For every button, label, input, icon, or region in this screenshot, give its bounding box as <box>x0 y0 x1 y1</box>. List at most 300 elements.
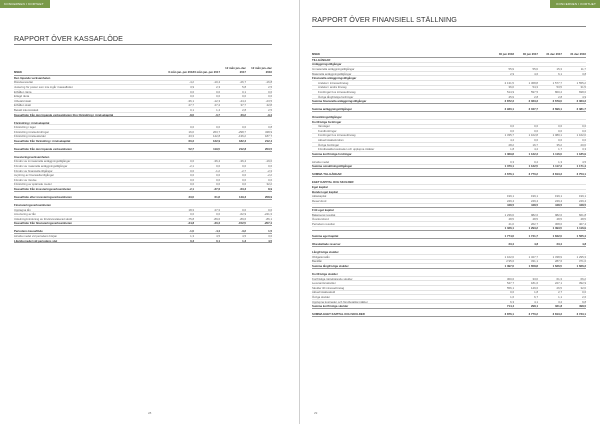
row-label: Leverantörsskulder <box>312 281 336 286</box>
cell-value: 0,0 <box>216 173 220 178</box>
row-label: Erhållen skatt <box>14 103 31 108</box>
cell-value: 0,0 <box>242 173 246 178</box>
cell-value: -241,3 <box>264 212 272 217</box>
cell-value: 1 327,7 <box>528 254 538 259</box>
row-label: Förändring rörelseskulder <box>14 134 46 139</box>
cell-value: 2 381,7 <box>576 107 586 112</box>
row-label: Utbetald skatt <box>14 98 32 103</box>
cell-value: 5,8 <box>242 84 246 89</box>
cell-value: 0,0 <box>534 128 538 133</box>
row-label: Aktuell skatteskuld <box>312 290 336 295</box>
cell-value: 1 393,5 <box>552 226 562 231</box>
cell-value: 3 813,3 <box>552 172 562 177</box>
cell-value: 514,9 <box>507 89 514 94</box>
cell-value: 36,0 <box>508 85 514 90</box>
cell-value: 1 116,9 <box>576 226 586 231</box>
cell-value: 28,2 <box>508 142 514 147</box>
row-label: SUMMA TILLGÅNGAR <box>312 172 342 177</box>
cell-value: 407,4 <box>579 221 586 226</box>
cell-value: 308,0 <box>555 221 562 226</box>
cell-value: 287,6 <box>555 259 562 264</box>
cell-value: 27,7 <box>188 103 194 108</box>
row-label: Summa kortfristiga skulder <box>312 304 349 309</box>
cell-value: 208,9 <box>265 195 272 200</box>
row-label: Kortfristiga fordringar <box>312 119 342 124</box>
row-label: Summa eget kapital <box>312 234 339 239</box>
row-label: Förvärv av finansiella tillgångar <box>14 168 53 173</box>
cell-value: 33,6 <box>188 195 194 200</box>
cell-value: 32,6 <box>580 285 586 290</box>
cell-value: 800,2 <box>555 89 562 94</box>
row-label: Förvärv av materiella anläggningstillgångar <box>14 164 68 169</box>
header-period-1: 6 mån jan–jun 2018 <box>168 69 194 74</box>
cell-value: 3 770,2 <box>528 312 538 317</box>
cell-value: -152,5 <box>238 221 246 226</box>
cell-value: 661,8 <box>579 212 586 217</box>
cell-value: -89,6 <box>213 216 220 221</box>
cell-value: 149,0 <box>531 285 538 290</box>
cell-value: 53,5 <box>556 85 562 90</box>
cell-value: 15,3 <box>556 66 562 71</box>
section-tab: KONCERNEN I KORTHET <box>550 0 600 8</box>
cell-value: 199,1 <box>507 194 514 199</box>
cell-value: 2 023,3 <box>528 99 538 104</box>
cell-value: 0,3 <box>510 159 514 164</box>
cell-value: 3,9 <box>190 84 194 89</box>
cell-value: 0,0 <box>268 177 272 182</box>
cell-value: 18,3 <box>188 207 194 212</box>
cell-value: -1,2 <box>215 168 220 173</box>
cell-value: 249,4 <box>579 198 586 203</box>
cell-value: 45,9 <box>508 94 514 99</box>
cell-value: 2 131,5 <box>504 80 514 85</box>
row-label: Förvärv av rörelse <box>14 177 37 182</box>
cell-value: 0,0 <box>216 94 220 99</box>
cell-value: 0,0 <box>216 125 220 130</box>
cell-value: -36,1 <box>187 98 194 103</box>
cell-value: 52,7 <box>188 146 194 151</box>
row-label: Den löpande verksamheten <box>14 75 51 80</box>
cell-value: 4,5 <box>582 159 586 164</box>
cell-value: 4,8 <box>582 242 586 247</box>
cell-value: 1,5 <box>268 229 272 234</box>
row-label: Kortfristiga räntebärande skulder <box>312 276 353 281</box>
cell-value: -23,5 <box>265 98 272 103</box>
cell-value: 0,0 <box>242 94 246 99</box>
cell-value: 66,2 <box>580 276 586 281</box>
row-label: Upptagna lån <box>14 207 31 212</box>
cell-value: -207,4 <box>264 221 272 226</box>
cell-value: 9,8 <box>582 299 586 304</box>
cell-value: 2,5 <box>268 84 272 89</box>
row-label: Övriga skulder <box>312 295 331 300</box>
cell-value: -63,3 <box>239 187 246 192</box>
row-label: Kassaflöde från den löpande verksamheten före förändring i rörelsekapital <box>14 112 114 117</box>
cell-value: 119,5 <box>213 146 220 151</box>
cell-value: 1 122,3 <box>528 151 538 156</box>
cell-value: 0,0 <box>190 173 194 178</box>
cell-value: 37,7 <box>240 103 246 108</box>
cell-value: 4,9 <box>582 94 586 99</box>
row-label: EGET KAPITAL OCH SKULDER <box>312 180 354 185</box>
cell-value: 1 626,5 <box>552 264 562 269</box>
cell-value: 227,1 <box>555 281 562 286</box>
cell-value: 0,0 <box>268 164 272 169</box>
cell-value: 1,6 <box>510 295 514 300</box>
cell-value: 371,0 <box>579 259 586 264</box>
table-header <box>312 42 586 58</box>
cell-value: 1,3 <box>190 233 194 238</box>
cell-value: 23,4 <box>508 242 514 247</box>
cell-value: 0,0 <box>268 207 272 212</box>
cell-value: 1 397,6 <box>504 264 514 269</box>
cell-value: 2 95,0 <box>506 259 514 264</box>
row-label: Fritt eget kapital <box>312 207 334 212</box>
cell-value: 142,8 <box>213 134 220 139</box>
row-label: Upplupna kostnader och förutbetalda intäkter <box>312 299 368 304</box>
cell-value: -3,2 <box>241 229 246 234</box>
cell-value: 1 565,4 <box>576 234 586 239</box>
cell-value: -19,0 <box>265 159 272 164</box>
cell-value: 8,9 <box>268 187 272 192</box>
balance-sheet-table <box>312 42 586 317</box>
cell-value: 26,5 <box>556 285 562 290</box>
row-label: Långfristiga skulder <box>312 250 339 255</box>
header-period-1: 30 jun 2018 <box>498 51 514 56</box>
cell-value: 1 369,8 <box>504 151 514 156</box>
cell-value: 1,8 <box>534 290 538 295</box>
row-label: Immateriella anläggningstillgångar <box>312 66 355 71</box>
page-number: 28 <box>148 411 152 415</box>
cell-value: -2,1 <box>189 187 194 192</box>
cell-value: 0,0 <box>242 164 246 169</box>
cell-value: 1 658,8 <box>528 264 538 269</box>
cell-value: 1 236,6 <box>504 212 514 217</box>
cell-value: -30,2 <box>213 221 220 226</box>
cell-value: 1 666,3 <box>576 264 586 269</box>
row-label: Kassaflöde från förändring i rörelsekapital <box>14 138 71 143</box>
cell-value: 0,0 <box>558 138 562 143</box>
cell-value: 199,1 <box>579 194 586 199</box>
row-label: Kassaflöde från den löpande verksamheten <box>14 146 72 151</box>
cell-value: 1 774,6 <box>504 234 514 239</box>
cell-value: 199,1 <box>555 194 562 199</box>
cell-value: 4,5 <box>242 233 246 238</box>
row-label: Likvida medel vid periodens slut <box>14 238 58 243</box>
row-label: Kundfordringar <box>318 128 337 133</box>
cell-value: 6,3 <box>510 299 514 304</box>
cell-value: 0,0 <box>510 128 514 133</box>
cell-value: 0,3 <box>190 238 194 243</box>
cell-value: 547,7 <box>507 281 514 286</box>
cell-value: 212,4 <box>265 138 272 143</box>
row-label: Förändring i rörelsekapital <box>14 120 50 125</box>
cell-value: 448,5 <box>531 203 538 208</box>
cell-value: 3 876,1 <box>504 312 514 317</box>
cell-value: 1 326,1 <box>504 226 514 231</box>
cell-value: 0,1 <box>216 238 220 243</box>
header-unit-label: MSEK <box>14 70 23 74</box>
cell-value: 2,8 <box>242 107 246 112</box>
cell-value: 1 368,8 <box>528 80 538 85</box>
page-title: RAPPORT ÖVER FINANSIELL STÄLLNING <box>312 15 457 24</box>
cell-value: 2,6 <box>582 295 586 300</box>
cell-value: 0,0 <box>216 164 220 169</box>
row-label: Andelar i intresseföretag <box>318 80 349 85</box>
cell-value: 448,5 <box>507 203 514 208</box>
cell-value: -4,4 <box>215 229 220 234</box>
cell-value: 262,7 <box>531 221 538 226</box>
cell-value: 182,3 <box>239 138 246 143</box>
cell-value: 1 185,9 <box>576 151 586 156</box>
cell-value: -2,1 <box>189 164 194 169</box>
page-title: RAPPORT ÖVER KASSAFLÖDE <box>14 34 124 43</box>
cell-value: 1,7 <box>558 147 562 152</box>
cell-value: -36,4 <box>213 159 220 164</box>
row-label: TILLGÅNGAR <box>312 57 331 62</box>
cell-value: 212,8 <box>239 146 246 151</box>
cell-value: 4,1 <box>534 299 538 304</box>
section-tab: KONCERNEN I KORTHET <box>0 0 50 8</box>
row-label: Utdelning/minskning av förvärvsrelaterad skuld <box>14 216 72 221</box>
cell-value: 0,0 <box>190 182 194 187</box>
row-label: Betald inkomstskatt <box>14 107 39 112</box>
cell-value: 698,0 <box>579 89 586 94</box>
row-label: Förändring rörelsefordringar <box>14 129 49 134</box>
cell-value: 4,8 <box>534 242 538 247</box>
cell-value: 3 753,1 <box>576 172 586 177</box>
cell-value: 1,8 <box>510 147 514 152</box>
row-label: Kassaflöde från investeringsverksamheten <box>14 187 72 192</box>
cell-value: 0,0 <box>242 182 246 187</box>
row-label: Förändring i lager <box>14 125 36 130</box>
cell-value: 2,9 <box>510 71 514 76</box>
cell-value: -0,7 <box>215 112 220 117</box>
cell-value: -26,7 <box>239 80 246 85</box>
cell-value: 0,0 <box>510 124 514 129</box>
row-label: SUMMA EGET KAPITAL OCH SKULDER <box>312 312 365 317</box>
row-label: Summa långfristiga skulder <box>312 264 349 269</box>
row-label: Obeskattade reserver <box>312 242 341 247</box>
cell-value: 0,0 <box>242 207 246 212</box>
cell-value: 0,0 <box>582 290 586 295</box>
cell-value: 60,3 <box>188 138 194 143</box>
cell-value: 6,1 <box>558 71 562 76</box>
cell-value: 199,1 <box>531 194 538 199</box>
cell-value: 1 293,2 <box>528 226 538 231</box>
cell-value: 2 047,7 <box>528 107 538 112</box>
cell-value: 0,0 <box>558 124 562 129</box>
cell-value: 48,5 <box>580 217 586 222</box>
cell-value: -9,4 <box>267 112 272 117</box>
cell-value: 0,0 <box>190 89 194 94</box>
cell-value: 1 335,7 <box>504 133 514 138</box>
cell-value: 32,2 <box>266 182 272 187</box>
row-label: Kortfristiga skulder <box>312 272 338 277</box>
cell-value: 6,7 <box>534 295 538 300</box>
row-label: Erhållen ränta <box>14 89 32 94</box>
cell-value: 2 363,3 <box>576 99 586 104</box>
cell-value: 48,5 <box>508 217 514 222</box>
row-label: Erlagd ränta <box>14 94 30 99</box>
cell-value: 0,0 <box>242 177 246 182</box>
cell-value: 0,1 <box>190 107 194 112</box>
cell-value: 35,2 <box>556 142 562 147</box>
cell-value: 0,0 <box>190 212 194 217</box>
cell-value: 1,3 <box>242 238 246 243</box>
row-label: Skulder till intresseföretag <box>312 285 345 290</box>
row-label: Banklån <box>312 259 323 264</box>
cell-value: 2,8 <box>534 94 538 99</box>
cell-value: 0,0 <box>190 159 194 164</box>
cell-value: -16,8 <box>265 80 272 85</box>
cell-value: 61,8 <box>214 195 220 200</box>
cell-value: 249,4 <box>531 198 538 203</box>
cell-value: 982,0 <box>531 212 538 217</box>
cell-value: -1,0 <box>189 229 194 234</box>
cell-value: 1 080,1 <box>552 133 562 138</box>
row-label: Summa omsättningstillgångar <box>312 164 353 169</box>
page-financial-position <box>300 0 600 424</box>
header-period-4: 31 dec 2016 <box>570 51 586 56</box>
cell-value: 0,0 <box>190 168 194 173</box>
cell-value: 0,0 <box>216 89 220 94</box>
header-period-2: 6 mån jan–jun 2017 <box>194 69 220 74</box>
cell-value: 2,3 <box>216 84 220 89</box>
cell-value: 11,7 <box>580 66 586 71</box>
cell-value: 300,0 <box>507 276 514 281</box>
cell-value: 0,0 <box>558 128 562 133</box>
cell-value: 0,8 <box>268 125 272 130</box>
row-label: Materiella anläggningstillgångar <box>312 71 352 76</box>
row-label: Aktuell skattefordran <box>318 138 344 143</box>
cell-value: 597,5 <box>531 89 538 94</box>
cell-value: 48,5 <box>532 217 538 222</box>
cell-value: 1 577,7 <box>552 80 562 85</box>
cell-value: -12,3 <box>213 98 220 103</box>
cell-value: 1 116,0 <box>552 151 562 156</box>
title-divider <box>312 26 586 27</box>
cell-value: 263,7 <box>213 129 220 134</box>
row-label: Omsättningstillgångar <box>312 115 342 120</box>
cell-value: 1 171,4 <box>576 164 586 169</box>
cell-value: 1 122,5 <box>528 164 538 169</box>
cell-value: 1,4 <box>216 107 220 112</box>
cell-value: 0,0 <box>190 94 194 99</box>
cell-value: 33,0 <box>532 276 538 281</box>
row-label: Förändring av spärrade medel <box>14 182 52 187</box>
cell-value: 0,0 <box>582 138 586 143</box>
row-label: Varulager <box>318 124 330 129</box>
cell-value: 438,9 <box>265 129 272 134</box>
cell-value: 0,0 <box>190 177 194 182</box>
cell-value: 203,5 <box>265 146 272 151</box>
cell-value: 181,6 <box>531 281 538 286</box>
cell-value: 4,6 <box>534 71 538 76</box>
header-unit-label: MSEK <box>312 52 321 56</box>
cell-value: 448,5 <box>555 203 562 208</box>
cell-value: 1 102,6 <box>504 254 514 259</box>
cell-value: 2 872,3 <box>504 99 514 104</box>
cell-value: 0,0 <box>268 89 272 94</box>
cell-value: 20,6 <box>580 142 586 147</box>
cell-value: -10,4 <box>213 80 220 85</box>
row-label: Förutbetalda kostnader och upplupna intäkter <box>318 147 375 152</box>
cell-value: 2,8 <box>558 94 562 99</box>
cell-value: -136,2 <box>238 134 246 139</box>
cell-value: 3,0 <box>268 233 272 238</box>
header-period-4: 12 mån jan–dec 2016 <box>251 66 272 74</box>
page-number: 29 <box>314 411 318 415</box>
cell-value: 1 117,3 <box>552 164 562 169</box>
cell-value: 3 813,3 <box>552 312 562 317</box>
table-header <box>14 60 272 76</box>
cell-value: 0,0 <box>216 177 220 182</box>
cell-value: -298,7 <box>238 129 246 134</box>
row-label: Balanserat resultat <box>312 212 336 217</box>
row-label: Finansieringsverksamheten <box>14 203 51 207</box>
cell-value: 3,8 <box>582 71 586 76</box>
row-label: Periodens resultat <box>312 221 335 226</box>
cell-value: 0,2 <box>534 159 538 164</box>
row-label: Kassaflöde från finansieringsverksamheten <box>14 221 72 226</box>
cell-value: 0,0 <box>190 125 194 130</box>
cell-value: 3 733,1 <box>576 312 586 317</box>
cell-value: 149,3 <box>239 195 246 200</box>
cell-value: 392,9 <box>579 281 586 286</box>
cash-flow-table <box>14 60 272 243</box>
cell-value: -36,4 <box>239 159 246 164</box>
cell-value: 1,3 <box>558 159 562 164</box>
cell-value: 1,1 <box>558 295 562 300</box>
cell-value: 249,4 <box>555 198 562 203</box>
row-label: Likvida medel vid periodens början <box>14 233 58 238</box>
cell-value: 55,6 <box>532 66 538 71</box>
row-label: Obligationslån <box>312 254 330 259</box>
cell-value: 2 930,1 <box>504 107 514 112</box>
cell-value: -75,8 <box>187 216 194 221</box>
cell-value: 2,5 <box>268 107 272 112</box>
cell-value: -44,2 <box>239 98 246 103</box>
row-label: Andelar i andra företag <box>318 85 347 90</box>
row-label: Fordringar hos intresseföretag <box>318 133 356 138</box>
cell-value: -8,6 <box>189 112 194 117</box>
cell-value: 556,1 <box>507 285 514 290</box>
header-period-3: 12 mån jan–dec 2017 <box>225 66 246 74</box>
cell-value: 43,3 <box>188 134 194 139</box>
cell-value: 1 338,9 <box>552 254 562 259</box>
cell-value: 0,0 <box>534 138 538 143</box>
row-label: Justering för poster som inte ingår i kassaflödet <box>14 84 73 89</box>
cell-value: 249,4 <box>507 198 514 203</box>
cell-value: 0,0 <box>510 290 514 295</box>
row-label: Finansiella anläggningstillgångar <box>312 76 357 81</box>
cell-value: 55,9 <box>508 66 514 71</box>
cell-value: 1 741,7 <box>528 234 538 239</box>
cell-value: 1 370,1 <box>504 164 514 169</box>
cell-value: 0,1 <box>242 89 246 94</box>
row-label: Avyttring av finansiella tillgångar <box>14 173 54 178</box>
row-label: Amortering av lån <box>14 212 36 217</box>
cell-value: -2,3 <box>267 168 272 173</box>
cell-value: -86,1 <box>265 216 272 221</box>
subtotal-row <box>312 312 586 317</box>
cell-value: 4,2 <box>510 138 514 143</box>
cell-value: 0,0 <box>534 124 538 129</box>
cell-value: 321,8 <box>555 304 562 309</box>
cell-value: 448,5 <box>579 203 586 208</box>
subtotal-row <box>14 239 272 244</box>
